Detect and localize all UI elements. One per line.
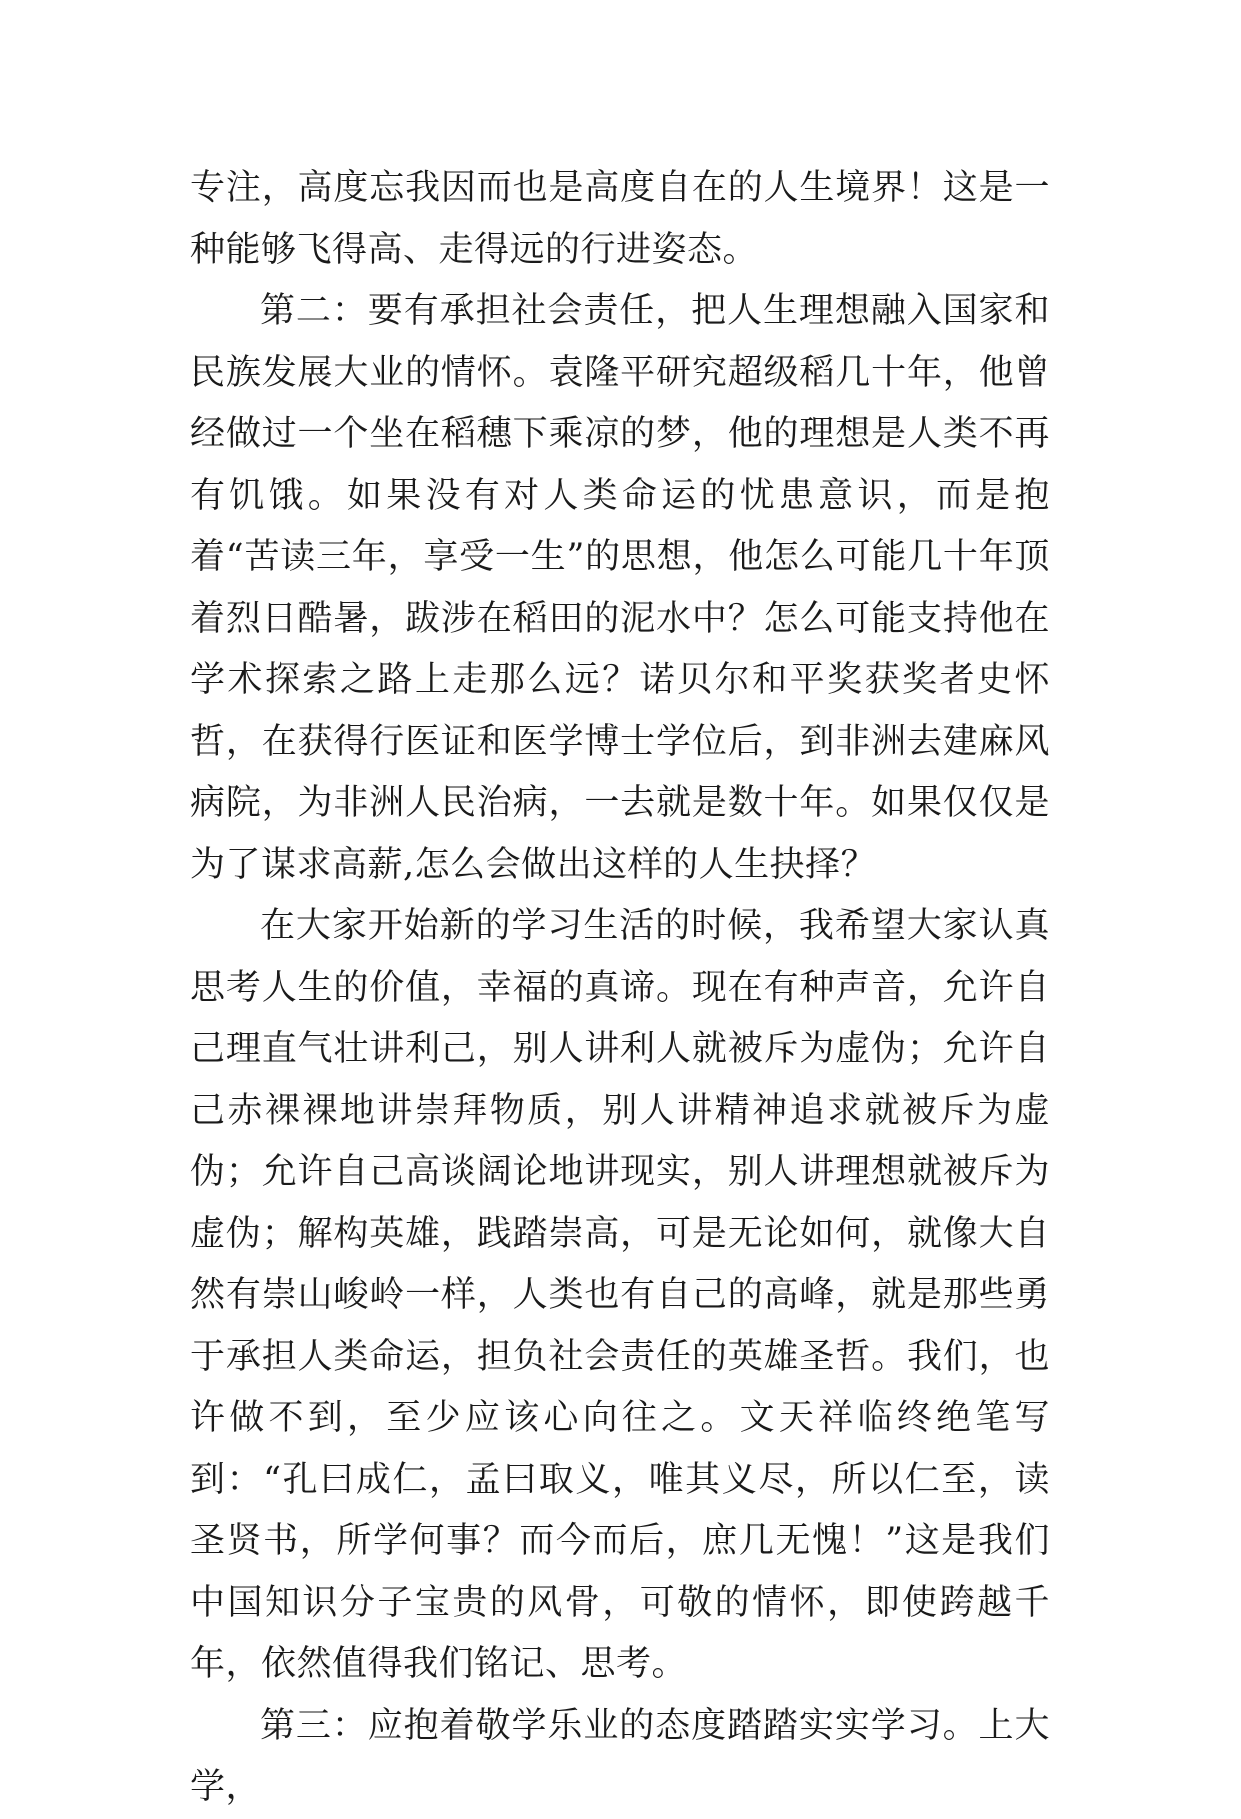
paragraph-3: 在大家开始新的学习生活的时候，我希望大家认真思考人生的价值，幸福的真谛。现在有种声音，允许自己理直气壮讲利己，别人讲利人就被斥为虚伪；允许自己赤裸裸地讲崇拜物质，别人讲精神追求就被斥为虚伪；允许自己高谈阔论地讲现实，别人讲理想就被斥为虚伪；解构英雄，践踏崇高，可是无论如何，就像大自然有崇山峻岭一样，人类也有自己的高峰，就是那些勇于承担人类命运，担负社会责任的英雄圣哲。我们，也许做不到，至少应该心向往之。文天祥临终绝笔写到：“孔曰成仁，孟曰取义，唯其义尽，所以仁至，读圣贤书，所学何事？而今而后，庶几无愧！”这是我们中国知识分子宝贵的风骨，可敬的情怀，即使跨越千年，依然值得我们铭记、思考。 [190, 906, 1050, 1684]
paragraph-4: 第三：应抱着敬学乐业的态度踏踏实实学习。上大学， [190, 1705, 1050, 1807]
document-body [190, 158, 1050, 1819]
paragraph-2: 第二：要有承担社会责任，把人生理想融入国家和民族发展大业的情怀。袁隆平研究超级稻几十年，他曾经做过一个坐在稻穗下乘凉的梦，他的理想是人类不再有饥饿。如果没有对人类命运的忧患意识，而是抱着“苦读三年，享受一生”的思想，他怎么可能几十年顶着烈日酷暑，跋涉在稻田的泥水中？怎么可能支持他在学术探索之路上走那么远？诺贝尔和平奖获奖者史怀哲，在获得行医证和医学博士学位后，到非洲去建麻风病院，为非洲人民治病，一去就是数十年。如果仅仅是为了谋求高薪,怎么会做出这样的人生抉择？ [190, 291, 1050, 885]
paragraph-1: 专注，高度忘我因而也是高度自在的人生境界！这是一种能够飞得高、走得远的行进姿态。 [190, 168, 1050, 270]
